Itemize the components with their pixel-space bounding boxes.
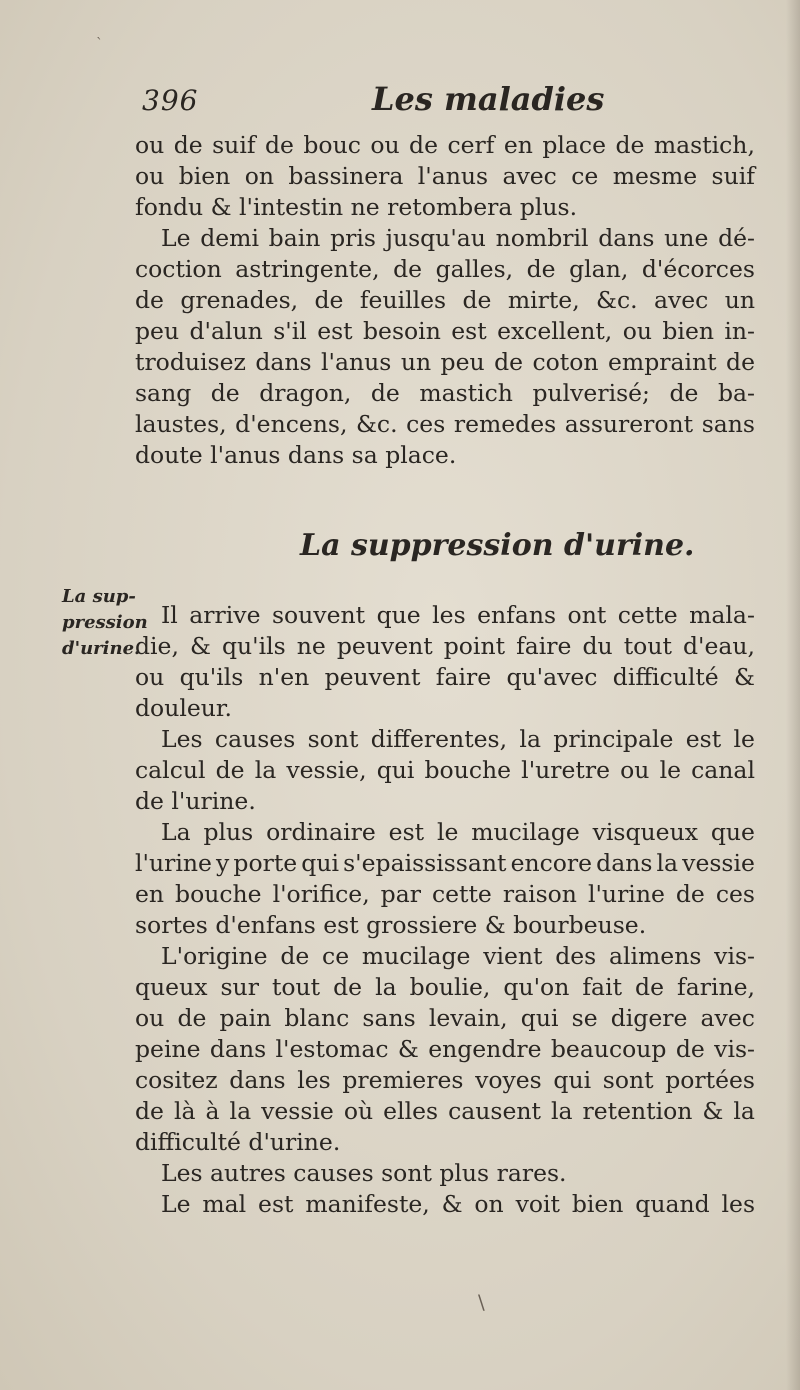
word: causent (448, 1097, 541, 1125)
page-header (142, 80, 762, 124)
text-line (135, 1034, 755, 1065)
word: retention (582, 1097, 693, 1125)
word: canal (691, 756, 755, 784)
word: d'alun (189, 317, 263, 345)
word: beaucoup (550, 1035, 667, 1063)
word: peu (135, 317, 180, 345)
text-line (135, 223, 755, 254)
word: qu'ils (179, 663, 244, 691)
word: en (135, 880, 165, 908)
word: les (432, 601, 466, 629)
paper-speck: \ (478, 1290, 485, 1314)
word: de (462, 286, 492, 314)
page-number: 396 (142, 84, 199, 117)
word: est (317, 317, 353, 345)
word: excellent, (497, 317, 613, 345)
word: pulverisé; (532, 379, 650, 407)
word: qu'ils (221, 632, 286, 660)
word: pain (219, 1004, 272, 1032)
word: ou (620, 756, 650, 784)
word: premieres (342, 1066, 464, 1094)
word: assureront (564, 410, 694, 438)
text-line (135, 972, 755, 1003)
word: d'encens, (235, 410, 348, 438)
word: sont (307, 725, 359, 753)
word: La (161, 818, 191, 846)
word: que (376, 601, 421, 629)
word: visqueux (592, 818, 698, 846)
word: bassinera (288, 162, 404, 190)
word: arrive (189, 601, 261, 629)
word: suif (711, 162, 755, 190)
word: Le (161, 224, 191, 252)
word: la (519, 725, 541, 753)
word: digere (610, 1004, 688, 1032)
word: faire (516, 632, 572, 660)
word: ou (622, 317, 652, 345)
word: suif (212, 131, 256, 159)
word: bien (571, 1190, 624, 1218)
word: feuilles (359, 286, 447, 314)
word: laustes, (135, 410, 227, 438)
word: ces (406, 410, 446, 438)
word: tout (623, 632, 672, 660)
word: bouche (424, 756, 512, 784)
word: cette (617, 601, 678, 629)
text-before-section (135, 130, 755, 471)
word: avec (700, 1004, 755, 1032)
word: l'anus (417, 162, 489, 190)
word: mala- (689, 601, 755, 629)
text-line (135, 161, 755, 192)
word: sang (135, 379, 192, 407)
word: la (229, 1097, 252, 1125)
word: queux (135, 973, 208, 1001)
paper-speck: ` (96, 36, 103, 52)
word: cerf (447, 131, 495, 159)
word: ce (322, 942, 350, 970)
word: L'origine (161, 942, 268, 970)
word: de (393, 255, 423, 283)
text-line (135, 316, 755, 347)
word: de (726, 348, 755, 376)
word: de (635, 973, 664, 1001)
word: avec (502, 162, 557, 190)
word: pris (330, 224, 376, 252)
word: où (343, 1097, 374, 1125)
word: bouc (303, 131, 361, 159)
word: enfans (477, 601, 557, 629)
word: l'uretre (521, 756, 611, 784)
text-line (135, 285, 755, 316)
word: Le (161, 1190, 191, 1218)
word: dans (598, 224, 655, 252)
word: peine (135, 1035, 201, 1063)
word: principale (553, 725, 674, 753)
word: une (664, 224, 709, 252)
word: de (494, 348, 524, 376)
word: est (388, 818, 425, 846)
word: vis- (714, 1035, 755, 1063)
word: differentes, (370, 725, 508, 753)
word: mucilage (361, 942, 471, 970)
word: de (177, 1004, 207, 1032)
word: sont (602, 1066, 654, 1094)
text-line (135, 1096, 755, 1127)
text-line (135, 254, 755, 285)
word: quand (635, 1190, 710, 1218)
text-line (135, 130, 755, 161)
word: calcul (135, 756, 206, 784)
word: le (659, 756, 681, 784)
word: se (571, 1004, 598, 1032)
text-line (135, 378, 755, 409)
word: de (173, 131, 203, 159)
text-line: difficulté d'urine. (135, 1128, 341, 1156)
word: de (333, 973, 363, 1001)
word: la (550, 1097, 573, 1125)
word: qu'on (503, 973, 570, 1001)
word: vient (483, 942, 543, 970)
word: la (254, 756, 277, 784)
word: die, (135, 632, 179, 660)
word: &c. (596, 286, 638, 314)
word: mirte, (507, 286, 580, 314)
word: mal (202, 1190, 247, 1218)
word: bouche (175, 880, 262, 908)
word: par (380, 880, 421, 908)
text-line (135, 879, 755, 910)
word: point (443, 632, 506, 660)
word: & (702, 1097, 724, 1125)
word: est (451, 317, 487, 345)
word: Les (161, 725, 203, 753)
word: remedes (453, 410, 557, 438)
word: sans (701, 410, 755, 438)
word: troduisez (135, 348, 246, 376)
text-line (135, 600, 755, 631)
word: est (685, 725, 722, 753)
word: &c. (356, 410, 398, 438)
word: l'anus (321, 348, 392, 376)
word: qui (301, 849, 339, 877)
word: s'epaississant (343, 849, 507, 877)
word: de (669, 379, 699, 407)
word: elles (383, 1097, 439, 1125)
word: galles, (435, 255, 514, 283)
section-title: La suppression d'urine. (300, 528, 695, 563)
word: un (400, 348, 432, 376)
word: besoin (363, 317, 441, 345)
word: les (297, 1066, 331, 1094)
word: dans (255, 348, 312, 376)
word: de (210, 379, 240, 407)
word: dragon, (259, 379, 352, 407)
word: cette (431, 880, 492, 908)
word: que (710, 818, 755, 846)
word: de (615, 131, 645, 159)
word: voyes (475, 1066, 542, 1094)
text-line (135, 1065, 755, 1096)
text-line: Les autres causes sont plus rares. (161, 1159, 567, 1187)
word: l'orifice, (272, 880, 370, 908)
word: glan, (569, 255, 629, 283)
text-after-section (135, 600, 755, 1220)
word: mastich (419, 379, 513, 407)
text-line (135, 755, 755, 786)
word: n'en (258, 663, 310, 691)
word: difficulté (612, 663, 719, 691)
text-line (135, 1189, 755, 1220)
word: & (441, 1190, 463, 1218)
word: de (409, 131, 438, 159)
text-line (135, 662, 755, 693)
margin-note (62, 584, 148, 662)
word: astringente, (235, 255, 380, 283)
word: de (675, 880, 705, 908)
word: dans (209, 1035, 267, 1063)
word: empraint (608, 348, 717, 376)
word: les (721, 1190, 755, 1218)
word: encore (510, 849, 593, 877)
word: causes (214, 725, 296, 753)
word: tout (271, 973, 321, 1001)
margin-note-line: pression (62, 612, 148, 633)
margin-note-line: La sup- (62, 586, 136, 607)
text-line: douleur. (135, 694, 233, 722)
margin-note-line: d'urine. (62, 638, 141, 659)
word: vis- (714, 942, 755, 970)
text-line (135, 409, 755, 440)
word: qui (553, 1066, 592, 1094)
word: qu'avec (506, 663, 598, 691)
word: en (503, 131, 533, 159)
running-title: Les maladies (372, 80, 605, 118)
word: jusqu'au (385, 224, 486, 252)
word: voit (515, 1190, 560, 1218)
word: Il (161, 601, 178, 629)
word: peuvent (324, 663, 421, 691)
word: ou (370, 131, 400, 159)
word: y (216, 849, 230, 877)
word: cositez (135, 1066, 218, 1094)
word: fait (582, 973, 623, 1001)
word: place (542, 131, 606, 159)
word: mesme (612, 162, 698, 190)
word: ces (715, 880, 755, 908)
word: raison (502, 880, 577, 908)
word: qui (520, 1004, 559, 1032)
text-line (135, 848, 755, 879)
word: des (555, 942, 597, 970)
word: sans (362, 1004, 416, 1032)
word: alimens (608, 942, 702, 970)
word: vessie (261, 1097, 334, 1125)
word: peuvent (336, 632, 433, 660)
word: mastich, (653, 131, 755, 159)
word: à (205, 1097, 220, 1125)
word: faire (435, 663, 492, 691)
word: manifeste, (305, 1190, 430, 1218)
word: la (733, 1097, 755, 1125)
word: dans (229, 1066, 286, 1094)
word: avec (653, 286, 709, 314)
word: d'eau, (682, 632, 755, 660)
word: mucilage (471, 818, 580, 846)
word: farine, (677, 973, 755, 1001)
word: dé- (718, 224, 755, 252)
word: la (656, 849, 679, 877)
word: bien (662, 317, 714, 345)
word: ne (296, 632, 326, 660)
word: in- (724, 317, 755, 345)
word: blanc (284, 1004, 350, 1032)
word: ou (135, 1004, 165, 1032)
text-line (135, 724, 755, 755)
word: ba- (717, 379, 755, 407)
text-line: de l'urine. (135, 787, 256, 815)
word: & (189, 632, 211, 660)
word: de (314, 286, 344, 314)
text-line (135, 631, 755, 662)
word: un (724, 286, 755, 314)
word: grenades, (180, 286, 299, 314)
word: le (436, 818, 459, 846)
word: plus (203, 818, 254, 846)
word: de (215, 756, 245, 784)
word: qui (376, 756, 415, 784)
word: bien (178, 162, 231, 190)
text-line (135, 941, 755, 972)
word: & (397, 1035, 419, 1063)
word: ou (135, 663, 165, 691)
word: de (526, 255, 556, 283)
word: on (474, 1190, 504, 1218)
word: coction (135, 255, 222, 283)
word: le (733, 725, 755, 753)
text-line (135, 347, 755, 378)
word: d'écorces (641, 255, 755, 283)
word: l'urine (135, 849, 212, 877)
word: ce (571, 162, 599, 190)
word: dans (596, 849, 653, 877)
word: boulie, (409, 973, 491, 1001)
word: souvent (271, 601, 366, 629)
word: & (734, 663, 755, 691)
word: l'urine (587, 880, 665, 908)
text-line (135, 817, 755, 848)
word: coton (532, 348, 599, 376)
word: bain (268, 224, 321, 252)
word: de (135, 286, 164, 314)
word: l'estomac (275, 1035, 389, 1063)
word: de (280, 942, 310, 970)
word: de (370, 379, 400, 407)
text-line: doute l'anus dans sa place. (135, 441, 457, 469)
word: peu (440, 348, 485, 376)
word: est (258, 1190, 294, 1218)
word: portées (665, 1066, 755, 1094)
word: vessie (682, 849, 755, 877)
word: ou (135, 162, 165, 190)
text-line: fondu & l'intestin ne retombera plus. (135, 193, 578, 221)
word: demi (200, 224, 259, 252)
word: ordinaire (266, 818, 376, 846)
word: on (244, 162, 274, 190)
word: levain, (428, 1004, 508, 1032)
word: de (675, 1035, 705, 1063)
word: ou (135, 131, 165, 159)
word: de (135, 1097, 164, 1125)
word: sur (220, 973, 259, 1001)
text-line: sortes d'enfans est grossiere & bourbeuse. (135, 911, 647, 939)
word: la (375, 973, 397, 1001)
word: ont (567, 601, 607, 629)
word: nombril (495, 224, 589, 252)
word: là (173, 1097, 196, 1125)
word: engendre (428, 1035, 542, 1063)
text-line (135, 1003, 755, 1034)
word: porte (233, 849, 298, 877)
word: du (582, 632, 613, 660)
word: vessie, (286, 756, 367, 784)
word: s'il (273, 317, 307, 345)
word: de (264, 131, 294, 159)
